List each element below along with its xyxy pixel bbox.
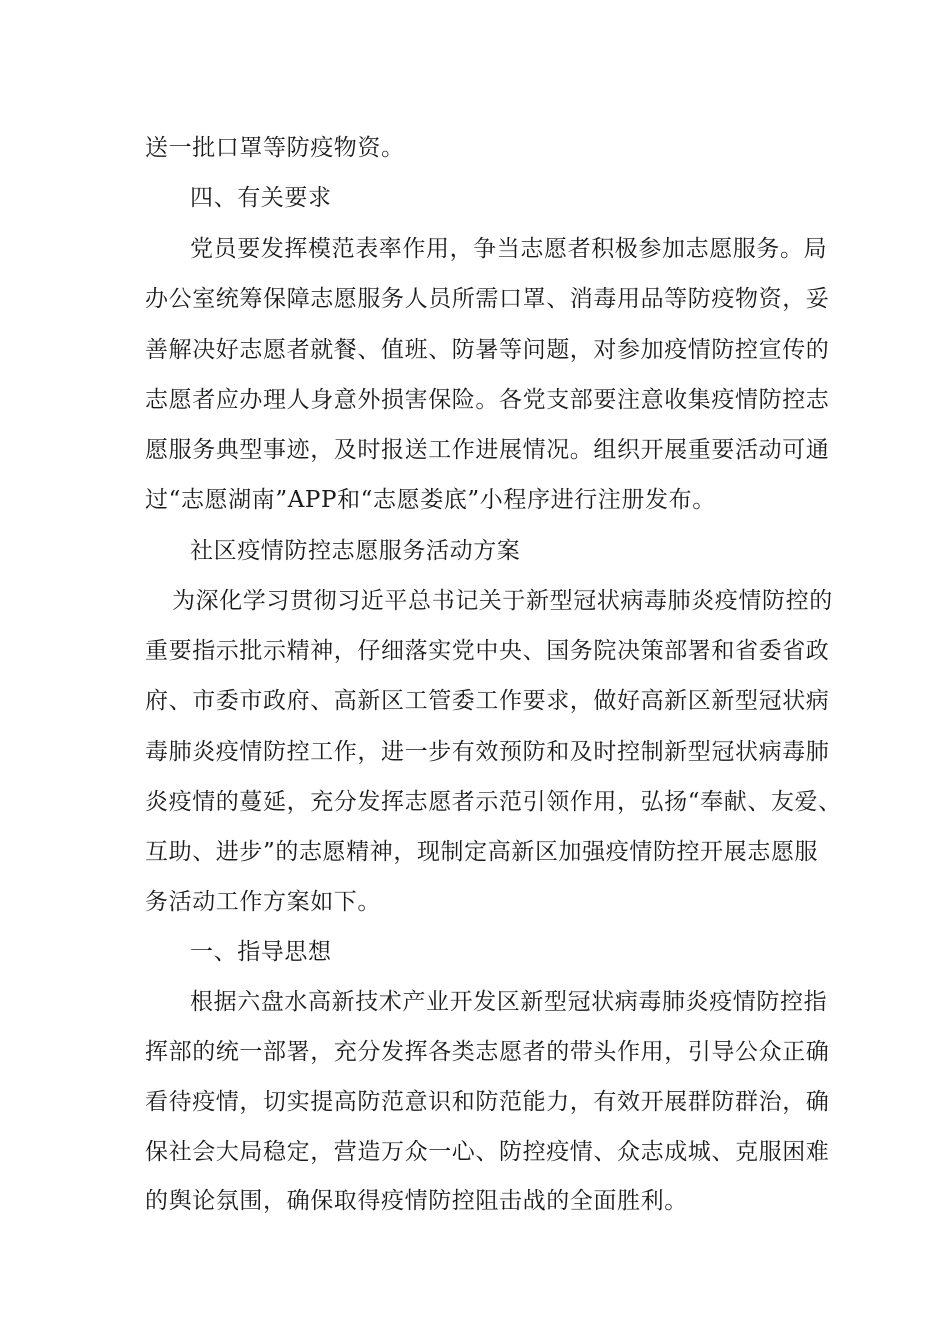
text-line: 志愿者应办理人身意外损害保险。各党支部要注意收集疫情防控志 bbox=[145, 387, 830, 413]
text-line: 根据六盘水高新技术产业开发区新型冠状病毒肺炎疫情防控指 bbox=[190, 989, 828, 1015]
text-line: 炎疫情的蔓延，充分发挥志愿者示范引领作用，弘扬“奉献、友爱、 bbox=[145, 789, 842, 815]
text-line: 务活动工作方案如下。 bbox=[145, 889, 381, 915]
text-line: 府、市委市政府、高新区工管委工作要求，做好高新区新型冠状病 bbox=[145, 688, 830, 714]
text-line: 愿服务典型事迹，及时报送工作进展情况。组织开展重要活动可通 bbox=[145, 437, 830, 463]
text-line: 重要指示批示精神，仔细落实党中央、国务院决策部署和省委省政 bbox=[145, 638, 830, 664]
text-line: 毒肺炎疫情防控工作，进一步有效预防和及时控制新型冠状病毒肺 bbox=[145, 739, 830, 765]
text-line: 党员要发挥模范表率作用，争当志愿者积极参加志愿服务。局 bbox=[190, 236, 828, 262]
section-heading: 一、指导思想 bbox=[190, 939, 332, 965]
text-line: 的舆论氛围，确保取得疫情防控阻击战的全面胜利。 bbox=[145, 1188, 688, 1214]
text-line: 互助、进步”的志愿精神，现制定高新区加强疫情防控开展志愿服 bbox=[145, 839, 819, 865]
text-line: 送一批口罩等防疫物资。 bbox=[145, 135, 405, 161]
text-line: 善解决好志愿者就餐、值班、防暑等问题，对参加疫情防控宣传的 bbox=[145, 337, 830, 363]
text-line: 过“志愿湖南”APP和“志愿娄底”小程序进行注册发布。 bbox=[145, 487, 716, 513]
text-line: 挥部的统一部署，充分发挥各类志愿者的带头作用，引导公众正确 bbox=[145, 1039, 830, 1065]
plan-title: 社区疫情防控志愿服务活动方案 bbox=[190, 538, 521, 564]
text-line: 为深化学习贯彻习近平总书记关于新型冠状病毒肺炎疫情防控的 bbox=[172, 588, 833, 614]
text-line: 办公室统筹保障志愿服务人员所需口罩、消毒用品等防疫物资，妥 bbox=[145, 286, 830, 312]
text-line: 保社会大局稳定，营造万众一心、防控疫情、众志成城、克服困难 bbox=[145, 1139, 830, 1165]
section-heading: 四、有关要求 bbox=[190, 185, 332, 211]
text-line: 看待疫情，切实提高防范意识和防范能力，有效开展群防群治，确 bbox=[145, 1089, 830, 1115]
